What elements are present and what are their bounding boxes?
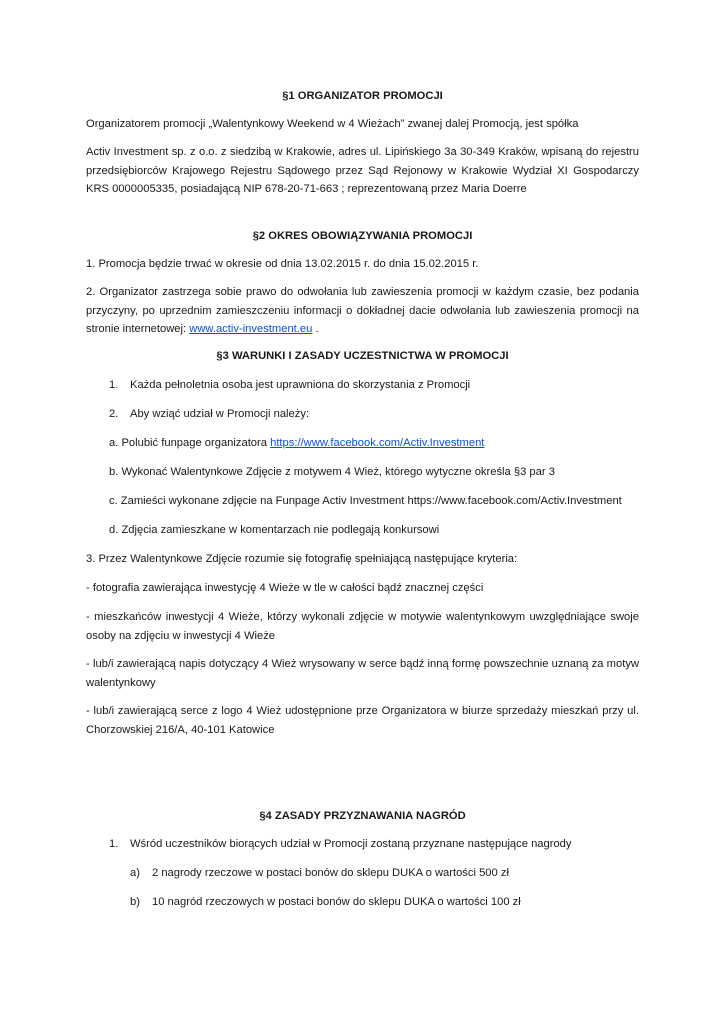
section-3-criterion-1: - fotografia zawierająca inwestycję 4 Wieże w tle w całości bądź znacznej części xyxy=(86,582,484,594)
section-3-sub-a-text: a. Polubić funpage organizatora xyxy=(109,437,271,449)
section-4-item-1-number: 1. xyxy=(109,838,119,850)
section-3-heading: §3 WARUNKI I ZASADY UCZESTNICTWA W PROMOCJI xyxy=(216,350,509,362)
section-3-criterion-2: - mieszkańców inwestycji 4 Wieże, którzy wykonali zdjęcie w motywie walentynkowym uwzględniające swoje osoby na zdjęciu w inwestycji 4 Wieże xyxy=(86,611,639,642)
section-2-paragraph-2-end: . xyxy=(312,323,319,335)
section-4-heading: §4 ZASADY PRZYZNAWANIA NAGRÓD xyxy=(259,810,466,822)
facebook-link[interactable]: https://www.facebook.com/Activ.Investment xyxy=(270,437,485,449)
section-3-sub-d: d. Zdjęcia zamieszkane w komentarzach nie podlegają konkursowi xyxy=(109,524,440,536)
section-3-sub-a xyxy=(109,434,639,453)
section-3-item-2: Aby wziąć udział w Promocji należy: xyxy=(130,408,310,420)
section-2-paragraph-2-text: 2. Organizator zastrzega sobie prawo do odwołania lub zawieszenia promocji w każdym czasie, bez podania przyczyny, po uprzednim zamieszczeniu informacji o dokładnej dacie odwołania lub zawieszenia promocji na stronie internetowej: xyxy=(86,286,639,335)
section-3-criterion-3: - lub/i zawierającą napis dotyczący 4 Wież wrysowany w serce bądź inną formę powszechnie uznaną za motyw walentynkowy xyxy=(86,658,639,689)
section-1-paragraph-2: Activ Investment sp. z o.o. z siedzibą w Krakowie, adres ul. Lipińskiego 3a 30-349 Kraków, wpisaną do rejestru przedsiębiorców Krajowego Rejestru Sądowego przez Sąd Rejonowy w Krakowie Wydział XI Gospodarczy KRS 0000005335, posiadającą NIP 678-20-71-663 ; reprezentowaną przez Maria Doerre xyxy=(86,146,639,195)
section-1-heading: §1 ORGANIZATOR PROMOCJI xyxy=(282,90,443,102)
section-4-item-1: Wśród uczestników biorących udział w Promocji zostaną przyznane następujące nagrody xyxy=(130,838,572,850)
section-2-paragraph-1: 1. Promocja będzie trwać w okresie od dnia 13.02.2015 r. do dnia 15.02.2015 r. xyxy=(86,258,479,270)
section-3-paragraph-3: 3. Przez Walentynkowe Zdjęcie rozumie się fotografię spełniającą następujące kryteria: xyxy=(86,553,518,565)
section-4-sub-a: 2 nagrody rzeczowe w postaci bonów do sklepu DUKA o wartości 500 zł xyxy=(152,867,509,879)
section-3-sub-b: b. Wykonać Walentynkowe Zdjęcie z motywem 4 Wież, którego wytyczne określa §3 par 3 xyxy=(109,466,555,478)
section-1-paragraph-1: Organizatorem promocji „Walentynkowy Weekend w 4 Wieżach” zwanej dalej Promocją, jest spółka xyxy=(86,118,579,130)
section-3-item-2-number: 2. xyxy=(109,408,119,420)
section-3-criterion-4: - lub/i zawierającą serce z logo 4 Wież udostępnione prze Organizatora w biurze sprzedaży mieszkań przy ul. Chorzowskiej 216/A, 40-101 Katowice xyxy=(86,705,639,736)
section-2-paragraph-2 xyxy=(86,283,639,339)
website-link[interactable]: www.activ-investment.eu xyxy=(189,323,313,335)
section-4-sub-b: 10 nagród rzeczowych w postaci bonów do sklepu DUKA o wartości 100 zł xyxy=(152,896,521,908)
section-2-heading: §2 OKRES OBOWIĄZYWANIA PROMOCJI xyxy=(252,230,473,242)
section-4-sub-b-number: b) xyxy=(130,896,140,908)
section-3-item-1: Każda pełnoletnia osoba jest uprawniona do skorzystania z Promocji xyxy=(130,379,471,391)
section-3-item-1-number: 1. xyxy=(109,379,119,391)
section-4-sub-a-number: a) xyxy=(130,867,140,879)
section-3-sub-c: c. Zamieści wykonane zdjęcie na Funpage Activ Investment https://www.facebook.com/Activ.Investment xyxy=(109,495,622,507)
